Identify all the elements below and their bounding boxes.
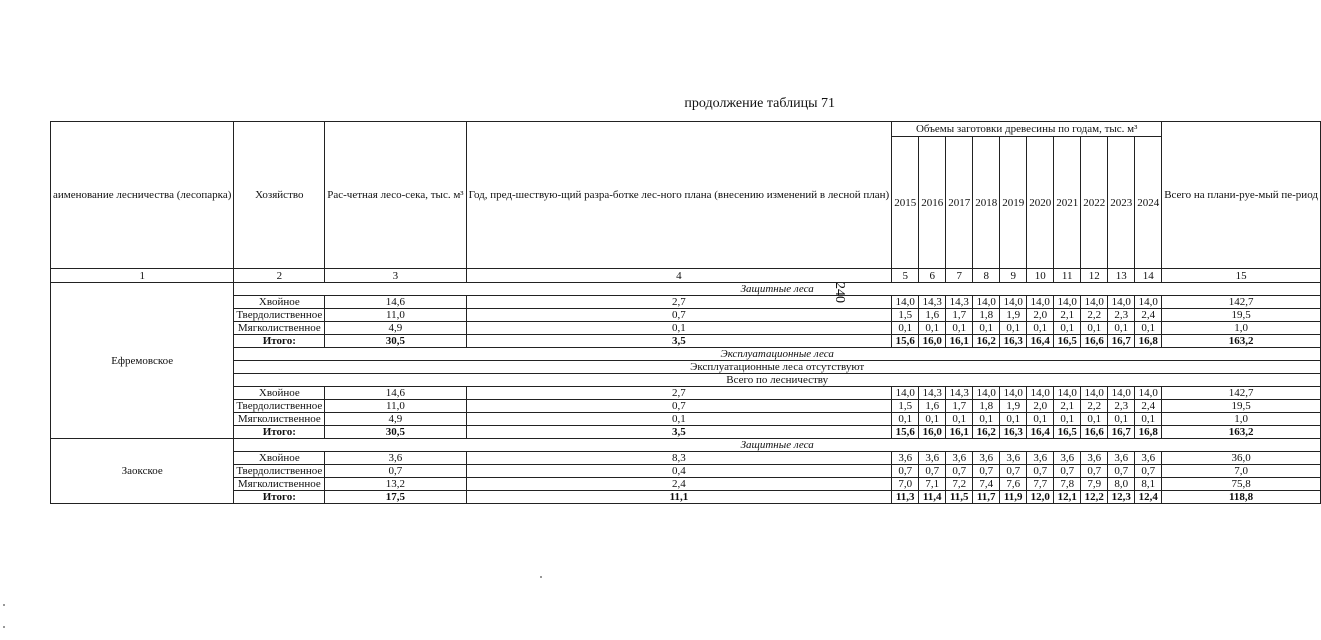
table-cell: 12,1 — [1054, 491, 1081, 504]
table-cell: 1,8 — [973, 309, 1000, 322]
table-cell: 14,0 — [1000, 387, 1027, 400]
table-cell: 14,0 — [1108, 387, 1135, 400]
table-cell: 11,0 — [325, 309, 466, 322]
table-cell: 16,4 — [1027, 335, 1054, 348]
section-title: Защитные леса — [234, 283, 1321, 296]
section-title: Всего по лесничеству — [234, 374, 1321, 387]
scan-speck — [540, 576, 542, 578]
table-cell: 14,0 — [892, 387, 919, 400]
table-cell: 12,4 — [1135, 491, 1162, 504]
table-cell: 0,1 — [892, 322, 919, 335]
table-cell: 1,6 — [919, 400, 946, 413]
table-cell: 3,6 — [1081, 452, 1108, 465]
row-type: Хвойное — [234, 452, 325, 465]
table-cell: 2,0 — [1027, 400, 1054, 413]
table-cell: 0,1 — [1135, 413, 1162, 426]
table-cell: 0,7 — [325, 465, 466, 478]
header-year: 2021 — [1054, 137, 1081, 269]
table-row-total — [51, 426, 1321, 439]
table-cell: 75,8 — [1162, 478, 1321, 491]
table-cell: 3,6 — [1135, 452, 1162, 465]
table-cell: 14,0 — [1081, 296, 1108, 309]
table-cell: 3,6 — [1000, 452, 1027, 465]
scan-speck — [3, 604, 5, 606]
table-cell: 0,4 — [466, 465, 892, 478]
table-cell: 16,6 — [1081, 335, 1108, 348]
column-number: 10 — [1027, 269, 1054, 283]
row-type: Мягколиственное — [234, 478, 325, 491]
table-cell: 14,0 — [973, 296, 1000, 309]
table-cell: 11,4 — [919, 491, 946, 504]
table-row — [51, 413, 1321, 426]
table-cell: 0,1 — [1054, 322, 1081, 335]
header-year: 2023 — [1108, 137, 1135, 269]
table-cell: 14,0 — [973, 387, 1000, 400]
table-cell: 16,8 — [1135, 426, 1162, 439]
forestry-name: Ефремовское — [51, 283, 234, 439]
row-type: Мягколиственное — [234, 322, 325, 335]
table-cell: 14,3 — [946, 387, 973, 400]
row-type: Хвойное — [234, 387, 325, 400]
table-cell: 19,5 — [1162, 400, 1321, 413]
table-cell: 2,3 — [1108, 400, 1135, 413]
table-cell: 14,6 — [325, 387, 466, 400]
table-cell: 0,1 — [1108, 413, 1135, 426]
table-cell: 14,6 — [325, 296, 466, 309]
table-cell: 1,9 — [1000, 400, 1027, 413]
table-cell: 0,1 — [466, 322, 892, 335]
table-cell: 16,6 — [1081, 426, 1108, 439]
table-cell: 0,1 — [1135, 322, 1162, 335]
table-cell: 14,0 — [1135, 387, 1162, 400]
table-cell: 1,5 — [892, 400, 919, 413]
table-cell: 2,2 — [1081, 309, 1108, 322]
table-cell: 7,2 — [946, 478, 973, 491]
table-cell: 15,6 — [892, 335, 919, 348]
table-cell: 12,3 — [1108, 491, 1135, 504]
table-cell: 13,2 — [325, 478, 466, 491]
table-cell: 1,5 — [892, 309, 919, 322]
section-title: Защитные леса — [234, 439, 1321, 452]
table-cell: 16,1 — [946, 426, 973, 439]
table-cell: 3,6 — [946, 452, 973, 465]
header-total-period: Всего на плани-руе-мый пе-риод — [1162, 122, 1321, 269]
table-cell: 3,6 — [325, 452, 466, 465]
row-type: Твердолиственное — [234, 400, 325, 413]
table-row — [51, 387, 1321, 400]
table-row — [51, 400, 1321, 413]
table-cell: 0,1 — [1108, 322, 1135, 335]
continuation-note: продолжение таблицы 71 — [684, 96, 835, 111]
table-cell: 3,6 — [1108, 452, 1135, 465]
table-cell: 11,5 — [946, 491, 973, 504]
table-cell: 142,7 — [1162, 296, 1321, 309]
table-cell: 7,1 — [919, 478, 946, 491]
table-row — [51, 478, 1321, 491]
table-cell: 14,0 — [1027, 387, 1054, 400]
header-year: 2020 — [1027, 137, 1054, 269]
table-cell: 2,4 — [1135, 309, 1162, 322]
table-cell: 2,0 — [1027, 309, 1054, 322]
row-type: Мягколиственное — [234, 413, 325, 426]
table-cell: 0,1 — [946, 413, 973, 426]
table-cell: 0,1 — [973, 413, 1000, 426]
table-cell: 2,4 — [466, 478, 892, 491]
table-cell: 14,3 — [919, 387, 946, 400]
page-number: 240 — [832, 282, 847, 303]
header-harvest-volumes: Объемы заготовки древесины по годам, тыс. м³ — [892, 122, 1162, 137]
header-year: 2016 — [919, 137, 946, 269]
table-cell: 16,1 — [946, 335, 973, 348]
table-cell: 3,5 — [466, 335, 892, 348]
table-cell: 14,3 — [946, 296, 973, 309]
table-cell: 14,0 — [892, 296, 919, 309]
table-cell: 0,7 — [946, 465, 973, 478]
table-cell: 3,6 — [973, 452, 1000, 465]
table-cell: 0,7 — [892, 465, 919, 478]
table-cell: 16,7 — [1108, 335, 1135, 348]
table-cell: 11,3 — [892, 491, 919, 504]
table-cell: 0,1 — [1000, 322, 1027, 335]
column-number: 11 — [1054, 269, 1081, 283]
table-cell: 0,1 — [1000, 413, 1027, 426]
table-cell: 8,1 — [1135, 478, 1162, 491]
table-cell: 118,8 — [1162, 491, 1321, 504]
row-type: Итого: — [234, 426, 325, 439]
table-cell: 11,9 — [1000, 491, 1027, 504]
table-cell: 2,2 — [1081, 400, 1108, 413]
table-cell: 7,0 — [1162, 465, 1321, 478]
table-cell: 16,4 — [1027, 426, 1054, 439]
table-cell: 16,0 — [919, 426, 946, 439]
column-number: 6 — [919, 269, 946, 283]
table-cell: 1,8 — [973, 400, 1000, 413]
header-year: 2018 — [973, 137, 1000, 269]
table-cell: 0,7 — [1027, 465, 1054, 478]
table-cell: 11,0 — [325, 400, 466, 413]
table-cell: 0,1 — [1054, 413, 1081, 426]
header-forestry-name: аименование лесничества (лесопарка) — [51, 122, 234, 269]
table-cell: 7,7 — [1027, 478, 1054, 491]
row-type: Твердолиственное — [234, 309, 325, 322]
table-cell: 7,4 — [973, 478, 1000, 491]
table-cell: 11,7 — [973, 491, 1000, 504]
table-cell: 17,5 — [325, 491, 466, 504]
table-cell: 16,7 — [1108, 426, 1135, 439]
table-cell: 2,3 — [1108, 309, 1135, 322]
header-year: 2017 — [946, 137, 973, 269]
table-cell: 14,0 — [1081, 387, 1108, 400]
table-cell: 15,6 — [892, 426, 919, 439]
table-cell: 12,2 — [1081, 491, 1108, 504]
table-cell: 0,1 — [892, 413, 919, 426]
section-title: Эксплуатационные леса отсутствуют — [234, 361, 1321, 374]
table-cell: 2,4 — [1135, 400, 1162, 413]
table-cell: 0,7 — [466, 400, 892, 413]
table-cell: 4,9 — [325, 413, 466, 426]
header-year: 2019 — [1000, 137, 1027, 269]
table-cell: 3,6 — [892, 452, 919, 465]
table-cell: 7,8 — [1054, 478, 1081, 491]
table-cell: 0,1 — [1027, 413, 1054, 426]
row-type: Твердолиственное — [234, 465, 325, 478]
table-cell: 1,7 — [946, 400, 973, 413]
table-cell: 1,9 — [1000, 309, 1027, 322]
table-cell: 16,2 — [973, 426, 1000, 439]
table-cell: 0,7 — [1000, 465, 1027, 478]
column-number: 14 — [1135, 269, 1162, 283]
header-year: 2024 — [1135, 137, 1162, 269]
table-cell: 0,1 — [919, 322, 946, 335]
table-row — [51, 309, 1321, 322]
table-cell: 8,0 — [1108, 478, 1135, 491]
table-row — [51, 322, 1321, 335]
table-cell: 14,0 — [1000, 296, 1027, 309]
section-row — [51, 348, 1321, 361]
header-year: 2022 — [1081, 137, 1108, 269]
table-cell: 7,6 — [1000, 478, 1027, 491]
header-economy: Хозяйство — [234, 122, 325, 269]
column-number: 9 — [1000, 269, 1027, 283]
table-cell: 163,2 — [1162, 426, 1321, 439]
table-row-total — [51, 335, 1321, 348]
table-cell: 16,8 — [1135, 335, 1162, 348]
table-row-total — [51, 491, 1321, 504]
table-cell: 12,0 — [1027, 491, 1054, 504]
table-cell: 14,3 — [919, 296, 946, 309]
table-cell: 0,1 — [1081, 413, 1108, 426]
table-cell: 16,2 — [973, 335, 1000, 348]
table-cell: 30,5 — [325, 426, 466, 439]
table-cell: 142,7 — [1162, 387, 1321, 400]
header-calculated-cut: Рас-четная лесо-сека, тыс. м³ — [325, 122, 466, 269]
column-number: 8 — [973, 269, 1000, 283]
table-cell: 14,0 — [1027, 296, 1054, 309]
table-cell: 0,7 — [1108, 465, 1135, 478]
row-type: Итого: — [234, 335, 325, 348]
table-cell: 2,1 — [1054, 400, 1081, 413]
table-cell: 14,0 — [1135, 296, 1162, 309]
table-cell: 1,6 — [919, 309, 946, 322]
column-number: 15 — [1162, 269, 1321, 283]
table-cell: 0,1 — [946, 322, 973, 335]
table-cell: 2,1 — [1054, 309, 1081, 322]
table-cell: 3,6 — [919, 452, 946, 465]
column-number: 1 — [51, 269, 234, 283]
column-number: 2 — [234, 269, 325, 283]
table-cell: 3,5 — [466, 426, 892, 439]
table-cell: 30,5 — [325, 335, 466, 348]
table-cell: 1,0 — [1162, 413, 1321, 426]
table-cell: 0,7 — [466, 309, 892, 322]
table-cell: 0,1 — [973, 322, 1000, 335]
forestry-name: Заокское — [51, 439, 234, 504]
table-cell: 16,5 — [1054, 335, 1081, 348]
column-number: 7 — [946, 269, 973, 283]
table-cell: 4,9 — [325, 322, 466, 335]
table-cell: 1,7 — [946, 309, 973, 322]
table-cell: 16,5 — [1054, 426, 1081, 439]
section-row — [51, 439, 1321, 452]
header-previous-year: Год, пред-шествую-щий разра-ботке лес-ного плана (внесению изменений в лесной план) — [466, 122, 892, 269]
table-cell: 16,3 — [1000, 426, 1027, 439]
column-number: 12 — [1081, 269, 1108, 283]
table-cell: 1,0 — [1162, 322, 1321, 335]
table-row — [51, 296, 1321, 309]
scan-speck — [3, 626, 5, 628]
table-cell: 14,0 — [1054, 296, 1081, 309]
section-row — [51, 361, 1321, 374]
table-cell: 0,1 — [1027, 322, 1054, 335]
table-cell: 11,1 — [466, 491, 892, 504]
harvest-table — [50, 121, 1321, 504]
table-cell: 0,1 — [919, 413, 946, 426]
row-type: Хвойное — [234, 296, 325, 309]
table-cell: 3,6 — [1027, 452, 1054, 465]
table-row — [51, 465, 1321, 478]
header-year: 2015 — [892, 137, 919, 269]
table-cell: 7,9 — [1081, 478, 1108, 491]
column-number: 3 — [325, 269, 466, 283]
table-cell: 3,6 — [1054, 452, 1081, 465]
table-cell: 0,1 — [1081, 322, 1108, 335]
table-cell: 0,7 — [973, 465, 1000, 478]
table-cell: 14,0 — [1054, 387, 1081, 400]
section-row — [51, 283, 1321, 296]
row-type: Итого: — [234, 491, 325, 504]
table-cell: 16,3 — [1000, 335, 1027, 348]
table-cell: 0,7 — [1054, 465, 1081, 478]
section-row — [51, 374, 1321, 387]
column-number: 4 — [466, 269, 892, 283]
table-cell: 8,3 — [466, 452, 892, 465]
table-cell: 36,0 — [1162, 452, 1321, 465]
table-cell: 16,0 — [919, 335, 946, 348]
table-cell: 2,7 — [466, 387, 892, 400]
column-number: 5 — [892, 269, 919, 283]
table-cell: 2,7 — [466, 296, 892, 309]
table-row — [51, 452, 1321, 465]
table-cell: 0,7 — [919, 465, 946, 478]
table-cell: 7,0 — [892, 478, 919, 491]
table-cell: 19,5 — [1162, 309, 1321, 322]
table-cell: 0,1 — [466, 413, 892, 426]
column-number: 13 — [1108, 269, 1135, 283]
table-cell: 14,0 — [1108, 296, 1135, 309]
section-title: Эксплуатационные леса — [234, 348, 1321, 361]
table-cell: 163,2 — [1162, 335, 1321, 348]
table-cell: 0,7 — [1081, 465, 1108, 478]
table-cell: 0,7 — [1135, 465, 1162, 478]
